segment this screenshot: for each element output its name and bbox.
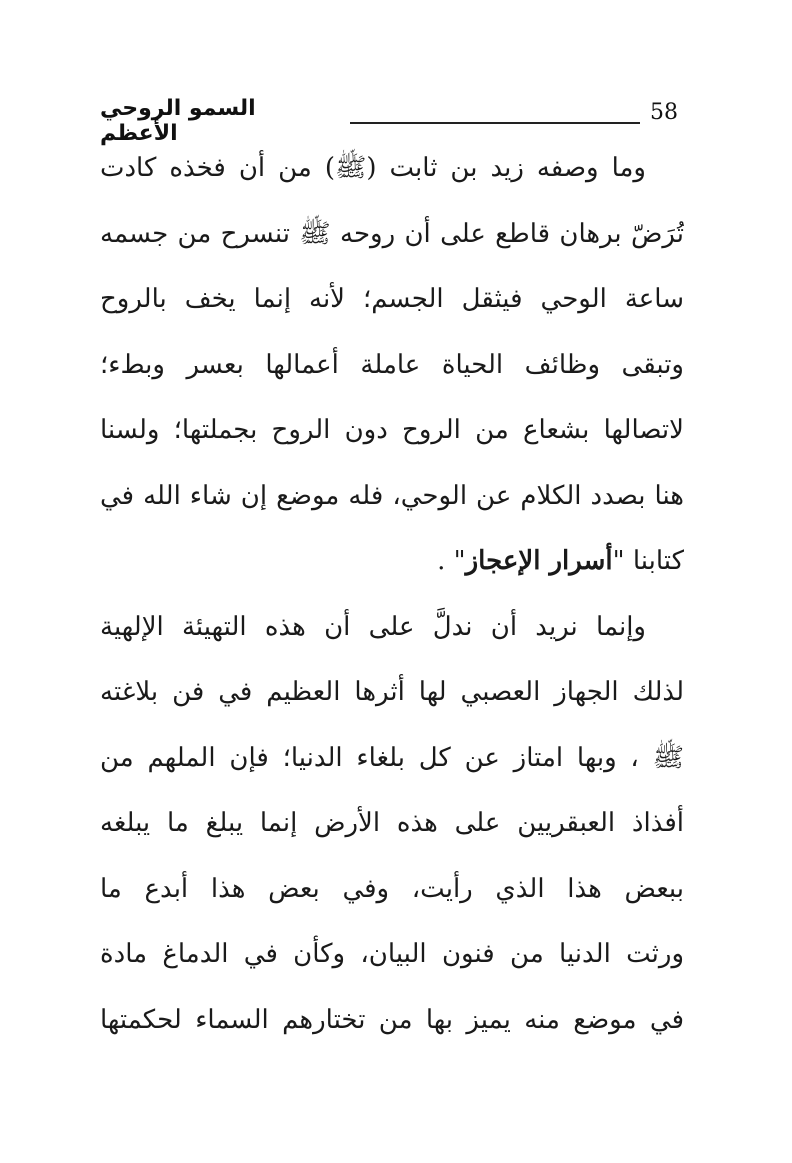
text-line: لاتصالها بشعاع من الروح دون الروح بجملتها؛ ولسنا [100,415,684,445]
text-line: وإنما نريد أن ندلَّ على أن هذه التهيئة الإلهية [100,611,646,642]
text-line: وتبقى وظائف الحياة عاملة أعمالها بعسر وبطء؛ [100,349,684,380]
text-line: وما وصفه زيد بن ثابت (ﷺ) من أن فخذه كادت [100,153,646,183]
running-title: السمو الروحي الأعظم [100,96,256,146]
body-text [100,136,684,1053]
header-rule [350,122,640,124]
text-fragment: كتابنا " [612,546,684,576]
book-title-emphasis: أسرار الإعجاز [465,546,613,576]
text-fragment: " . [437,546,466,576]
text-line: أفذاذ العبقريين على هذه الأرض إنما يبلغ ما يبلغه [100,808,684,838]
text-line: ورثت الدنيا من فنون البيان، وكأن في الدماغ مادة [100,939,684,969]
text-line: تُرَضّ برهان قاطع على أن روحه ﷺ تنسرح من جسمه [100,218,684,249]
text-line: لذلك الجهاز العصبي لها أثرها العظيم في فن بلاغته [100,677,684,707]
paragraph-2 [100,595,684,1054]
text-line: هنا بصدد الكلام عن الوحي، فله موضع إن شاء الله في [100,480,684,511]
text-line: ﷺ ، وبها امتاز عن كل بلغاء الدنيا؛ فإن الملهم من [100,742,684,773]
page-number: 58 [650,100,678,125]
text-line [100,529,684,595]
text-line: ساعة الوحي فيثقل الجسم؛ لأنه إنما يخف بالروح [100,284,684,314]
text-line: ببعض هذا الذي رأيت، وفي بعض هذا أبدع ما [100,873,684,904]
page-header [100,96,684,146]
paragraph-1 [100,136,684,595]
text-line: في موضع منه يميز بها من تختارهم السماء لحكمتها [100,1004,684,1035]
